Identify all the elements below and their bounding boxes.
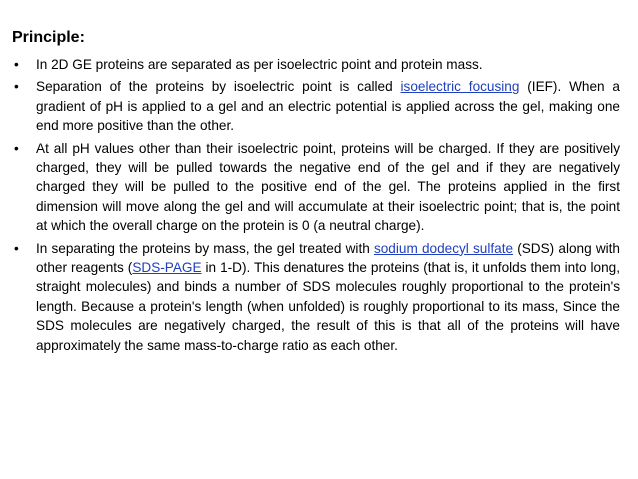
bullet-text: in 1-D). This denatures the proteins (that is, it unfolds them into long, straight molecules) and binds a number of SDS molecules roughly proportional to the protein's length. Because a protein's length (when unfolded) is roughly proportional to its mass, Since the SDS molecules are negatively charged, the result of this is that all of the proteins will have approximately the same mass-to-charge ratio as each other. (36, 260, 620, 353)
isoelectric-focusing-link[interactable]: isoelectric focusing (400, 79, 520, 95)
bullet-text: (IEF). When a gradient of pH is applied to a gel and an electric potential is applied across the gel, making one end more positive than the other. (36, 79, 620, 134)
bullet-text: At all pH values other than their isoelectric point, proteins will be charged. If they are positively charged, they will be pulled towards the negative end of the gel and if they are negatively charged they will be pulled to the positive end of the gel. The proteins applied in the first dimension will move along the gel and will accumulate at their isoelectric point; that is, the point at which the overall charge on the protein is 0 (a neutral charge). (36, 140, 620, 234)
sodium-dodecyl-sulfate-link[interactable]: sodium dodecyl sulfate (373, 240, 514, 256)
bullet-item (12, 239, 620, 355)
principle-heading: Principle: (12, 29, 85, 46)
bullet-icon: • (14, 79, 19, 95)
bullet-item (12, 139, 620, 236)
bullet-list (12, 55, 620, 355)
bullet-text: In 2D GE proteins are separated as per isoelectric point and protein mass. (36, 57, 483, 72)
bullet-item (12, 77, 620, 135)
bullet-text: (SDS) along with other reagents ( (36, 240, 620, 276)
bullet-text: In separating the proteins by mass, the gel treated with (36, 240, 374, 256)
bullet-icon: • (14, 140, 19, 156)
bullet-item (12, 55, 620, 74)
bullet-icon: • (14, 57, 19, 72)
bullet-icon: • (14, 240, 19, 256)
bullet-text: Separation of the proteins by isoelectric point is called (36, 79, 401, 95)
sds-page-link[interactable]: SDS-PAGE (132, 260, 202, 276)
